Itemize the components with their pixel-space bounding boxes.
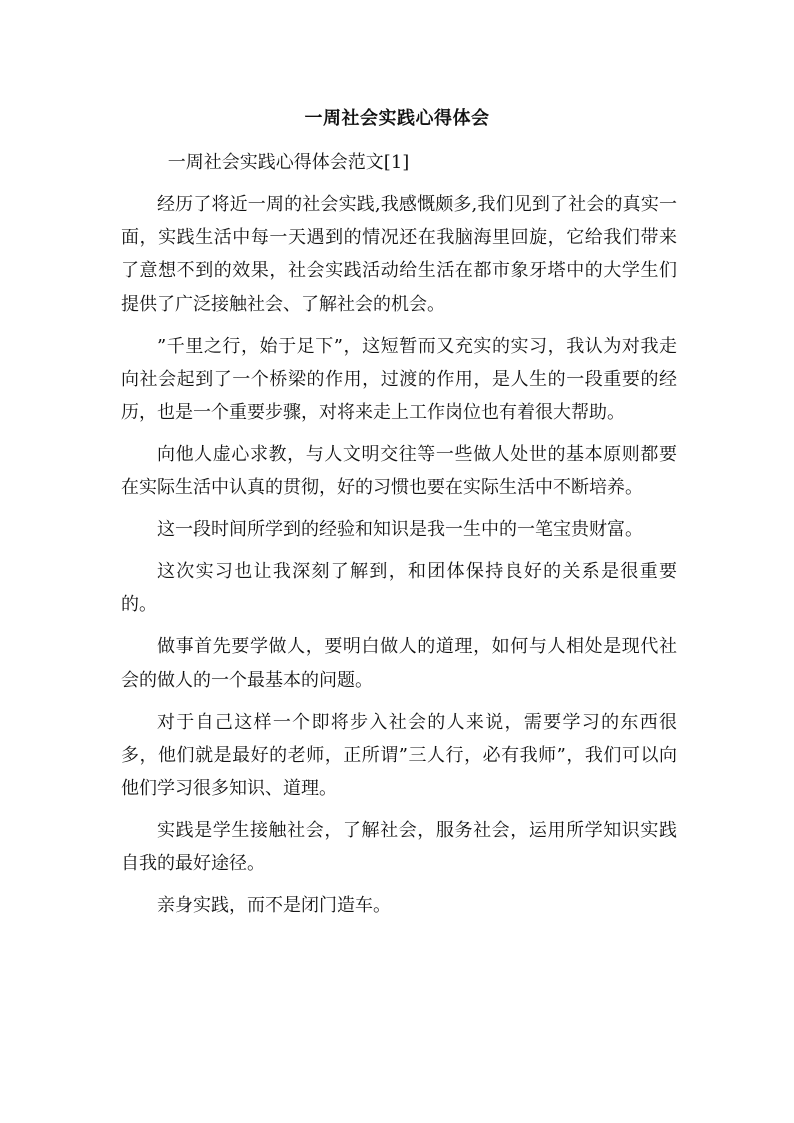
document-subtitle: 一周社会实践心得体会范文[1] xyxy=(167,152,410,173)
paragraph-1: 经历了将近一周的社会实践,我感慨颇多,我们见到了社会的真实一面，实践生活中每一天遇到的情况还在我脑海里回旋，它给我们带来了意想不到的效果，社会实践活动给生活在都市象牙塔中的大学生们提供了广泛接触社会、了解社会的机会。 xyxy=(121,194,677,315)
paragraph-2: ”千里之行，始于足下”，这短暂而又充实的实习，我认为对我走向社会起到了一个桥梁的作用，过渡的作用，是人生的一段重要的经历，也是一个重要步骤，对将来走上工作岗位也有着很大帮助。 xyxy=(121,335,677,424)
paragraph-5: 这次实习也让我深刻了解到，和团体保持良好的关系是很重要的。 xyxy=(121,561,677,616)
paragraph-6: 做事首先要学做人，要明白做人的道理，如何与人相处是现代社会的做人的一个最基本的问题。 xyxy=(121,636,677,691)
paragraph-7: 对于自己这样一个即将步入社会的人来说，需要学习的东西很多，他们就是最好的老师，正所谓”三人行，必有我师”，我们可以向他们学习很多知识、道理。 xyxy=(121,711,677,800)
paragraph-4: 这一段时间所学到的经验和知识是我一生中的一笔宝贵财富。 xyxy=(157,519,643,541)
paragraph-8: 实践是学生接触社会，了解社会，服务社会，运用所学知识实践自我的最好途径。 xyxy=(121,820,677,875)
document-body xyxy=(121,146,677,931)
paragraph-9: 亲身实践，而不是闭门造车。 xyxy=(157,895,391,917)
document-title: 一周社会实践心得体会 xyxy=(304,108,490,129)
paragraph-3: 向他人虚心求教，与人文明交往等一些做人处世的基本原则都要在实际生活中认真的贯彻，好的习惯也要在实际生活中不断培养。 xyxy=(121,444,677,499)
